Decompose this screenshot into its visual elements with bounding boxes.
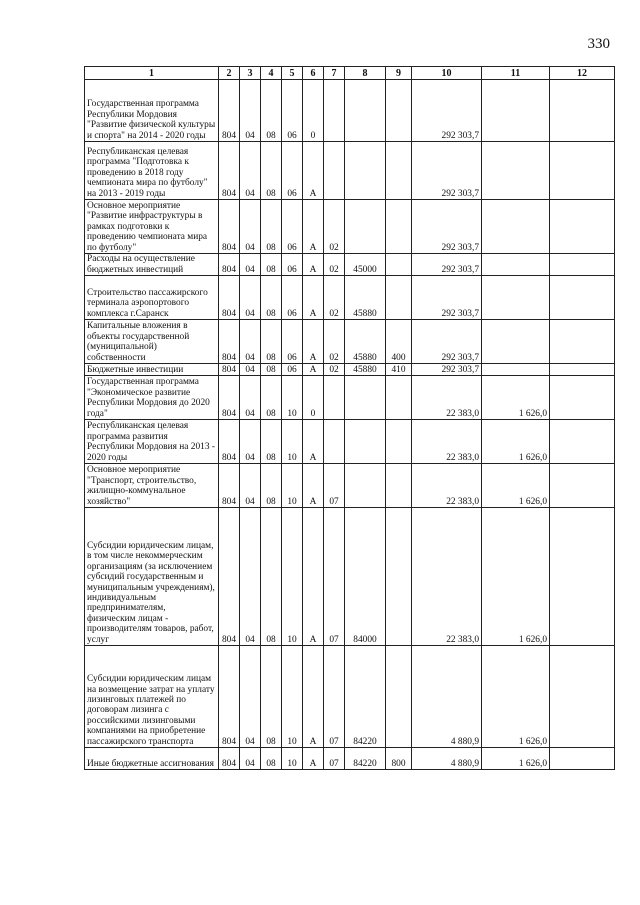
column-header-9: 9 [386,67,412,80]
column-header-3: 3 [240,67,261,80]
col-11-cell [482,80,550,142]
col-9-cell [386,142,412,200]
col-7-cell [324,80,345,142]
col-3-cell: 04 [240,464,261,508]
col-5-cell: 06 [282,320,303,364]
col-9-cell [386,276,412,320]
col-12-cell [550,646,615,748]
col-11-cell: 1 626,0 [482,646,550,748]
col-7-cell [324,376,345,420]
col-7-cell: 07 [324,646,345,748]
row-name-cell: Капитальные вложения в объекты государственной (муниципальной) собственности [85,320,219,364]
table-row [85,200,615,254]
col-10-cell: 22 383,0 [412,508,482,646]
row-name-cell: Бюджетные инвестиции [85,364,219,376]
col-8-cell: 45880 [345,320,386,364]
col-9-cell [386,464,412,508]
budget-table [84,66,615,770]
col-4-cell: 08 [261,508,282,646]
col-6-cell: А [303,748,324,770]
col-3-cell: 04 [240,508,261,646]
col-2-cell: 804 [219,364,240,376]
col-3-cell: 04 [240,420,261,464]
column-header-4: 4 [261,67,282,80]
col-4-cell: 08 [261,200,282,254]
col-7-cell: 02 [324,320,345,364]
col-6-cell: А [303,420,324,464]
col-2-cell: 804 [219,646,240,748]
col-8-cell: 84220 [345,748,386,770]
col-9-cell [386,254,412,276]
column-header-6: 6 [303,67,324,80]
column-header-8: 8 [345,67,386,80]
col-3-cell: 04 [240,80,261,142]
row-name-cell: Основное мероприятие "Развитие инфраструктуры в рамках подготовки к проведению чемпионата мира по футболу" [85,200,219,254]
col-7-cell: 07 [324,508,345,646]
col-11-cell [482,142,550,200]
col-11-cell: 1 626,0 [482,748,550,770]
col-5-cell: 10 [282,508,303,646]
col-10-cell: 4 880,9 [412,646,482,748]
col-2-cell: 804 [219,748,240,770]
col-3-cell: 04 [240,276,261,320]
col-10-cell: 22 383,0 [412,464,482,508]
col-4-cell: 08 [261,420,282,464]
col-10-cell: 292 303,7 [412,80,482,142]
col-9-cell [386,420,412,464]
table-row [85,508,615,646]
col-8-cell: 84220 [345,646,386,748]
col-5-cell: 10 [282,748,303,770]
col-5-cell: 06 [282,80,303,142]
col-2-cell: 804 [219,508,240,646]
col-6-cell: А [303,254,324,276]
col-4-cell: 08 [261,142,282,200]
row-name-cell: Расходы на осуществление бюджетных инвестиций [85,254,219,276]
table-row [85,142,615,200]
col-6-cell: А [303,142,324,200]
col-7-cell [324,142,345,200]
col-12-cell [550,748,615,770]
col-8-cell: 45000 [345,254,386,276]
col-7-cell [324,420,345,464]
column-header-7: 7 [324,67,345,80]
table-row [85,276,615,320]
col-12-cell [550,276,615,320]
col-7-cell: 07 [324,748,345,770]
row-name-cell: Субсидии юридическим лицам на возмещение затрат на уплату лизинговых платежей по договорам лизинга с российскими лизинговыми компаниями на приобретение пассажирского транспорта [85,646,219,748]
col-5-cell: 06 [282,200,303,254]
col-2-cell: 804 [219,142,240,200]
col-4-cell: 08 [261,320,282,364]
col-2-cell: 804 [219,420,240,464]
col-2-cell: 804 [219,464,240,508]
col-9-cell [386,376,412,420]
col-3-cell: 04 [240,376,261,420]
column-header-5: 5 [282,67,303,80]
col-2-cell: 804 [219,320,240,364]
row-name-cell: Республиканская целевая программа развития Республики Мордовия на 2013 - 2020 годы [85,420,219,464]
col-6-cell: А [303,200,324,254]
col-10-cell: 292 303,7 [412,200,482,254]
col-2-cell: 804 [219,276,240,320]
col-11-cell: 1 626,0 [482,420,550,464]
col-11-cell: 1 626,0 [482,508,550,646]
col-10-cell: 292 303,7 [412,276,482,320]
col-5-cell: 10 [282,464,303,508]
row-name-cell: Государственная программа "Экономическое развитие Республики Мордовия до 2020 года" [85,376,219,420]
col-2-cell: 804 [219,376,240,420]
col-4-cell: 08 [261,276,282,320]
col-10-cell: 292 303,7 [412,364,482,376]
col-9-cell: 800 [386,748,412,770]
col-6-cell: А [303,464,324,508]
col-8-cell [345,420,386,464]
row-name-cell: Иные бюджетные ассигнования [85,748,219,770]
col-8-cell: 84000 [345,508,386,646]
col-8-cell: 45880 [345,364,386,376]
col-8-cell: 45880 [345,276,386,320]
col-6-cell: А [303,320,324,364]
col-3-cell: 04 [240,200,261,254]
col-12-cell [550,376,615,420]
col-6-cell: А [303,364,324,376]
col-9-cell [386,646,412,748]
col-10-cell: 22 383,0 [412,420,482,464]
col-11-cell: 1 626,0 [482,464,550,508]
col-8-cell [345,376,386,420]
col-3-cell: 04 [240,142,261,200]
col-6-cell: А [303,508,324,646]
col-9-cell [386,508,412,646]
col-5-cell: 06 [282,254,303,276]
col-7-cell: 02 [324,276,345,320]
col-2-cell: 804 [219,254,240,276]
col-12-cell [550,320,615,364]
col-12-cell [550,254,615,276]
col-9-cell: 400 [386,320,412,364]
col-10-cell: 292 303,7 [412,142,482,200]
col-8-cell [345,142,386,200]
table-row [85,646,615,748]
col-4-cell: 08 [261,376,282,420]
table-row [85,464,615,508]
col-7-cell: 07 [324,464,345,508]
row-name-cell: Государственная программа Республики Мордовия "Развитие физической культуры и спорта" на 2014 - 2020 годы [85,80,219,142]
column-header-10: 10 [412,67,482,80]
column-header-2: 2 [219,67,240,80]
row-name-cell: Субсидии юридическим лицам, в том числе некоммерческим организациям (за исключением субсидий государственным и муниципальным учреждениям), индивидуальным предпринимателям, физическим лицам - производителям товаров, работ, услуг [85,508,219,646]
col-5-cell: 06 [282,142,303,200]
col-6-cell: 0 [303,80,324,142]
table-row [85,320,615,364]
col-7-cell: 02 [324,254,345,276]
col-4-cell: 08 [261,80,282,142]
col-5-cell: 06 [282,276,303,320]
col-12-cell [550,80,615,142]
col-12-cell [550,508,615,646]
column-header-11: 11 [482,67,550,80]
row-name-cell: Республиканская целевая программа "Подготовка к проведению в 2018 году чемпионата мира по футболу" на 2013 - 2019 годы [85,142,219,200]
table-row [85,80,615,142]
col-4-cell: 08 [261,254,282,276]
col-6-cell: 0 [303,376,324,420]
col-8-cell [345,200,386,254]
col-10-cell: 4 880,9 [412,748,482,770]
col-6-cell: А [303,276,324,320]
col-11-cell [482,254,550,276]
table-row [85,364,615,376]
col-3-cell: 04 [240,646,261,748]
row-name-cell: Основное мероприятие "Транспорт, строительство, жилищно-коммунальное хозяйство" [85,464,219,508]
col-9-cell [386,200,412,254]
col-8-cell [345,464,386,508]
col-11-cell [482,276,550,320]
col-9-cell: 410 [386,364,412,376]
page-number: 330 [587,36,610,52]
col-3-cell: 04 [240,748,261,770]
col-3-cell: 04 [240,254,261,276]
header-row [85,67,615,80]
col-11-cell [482,320,550,364]
col-5-cell: 10 [282,420,303,464]
col-11-cell: 1 626,0 [482,376,550,420]
col-4-cell: 08 [261,646,282,748]
col-8-cell [345,80,386,142]
col-12-cell [550,200,615,254]
col-10-cell: 292 303,7 [412,320,482,364]
col-5-cell: 06 [282,364,303,376]
col-9-cell [386,80,412,142]
col-2-cell: 804 [219,80,240,142]
table-body [85,80,615,770]
table-row [85,254,615,276]
col-7-cell: 02 [324,364,345,376]
col-2-cell: 804 [219,200,240,254]
col-12-cell [550,142,615,200]
col-4-cell: 08 [261,464,282,508]
col-3-cell: 04 [240,320,261,364]
col-12-cell [550,464,615,508]
col-3-cell: 04 [240,364,261,376]
col-5-cell: 10 [282,646,303,748]
col-4-cell: 08 [261,748,282,770]
col-12-cell [550,420,615,464]
col-12-cell [550,364,615,376]
col-11-cell [482,200,550,254]
row-name-cell: Строительство пассажирского терминала аэропортового комплекса г.Саранск [85,276,219,320]
col-11-cell [482,364,550,376]
column-header-1: 1 [85,67,219,80]
table-row [85,748,615,770]
col-7-cell: 02 [324,200,345,254]
col-10-cell: 22 383,0 [412,376,482,420]
col-10-cell: 292 303,7 [412,254,482,276]
col-4-cell: 08 [261,364,282,376]
table-row [85,376,615,420]
table-row [85,420,615,464]
column-header-12: 12 [550,67,615,80]
col-6-cell: А [303,646,324,748]
col-5-cell: 10 [282,376,303,420]
